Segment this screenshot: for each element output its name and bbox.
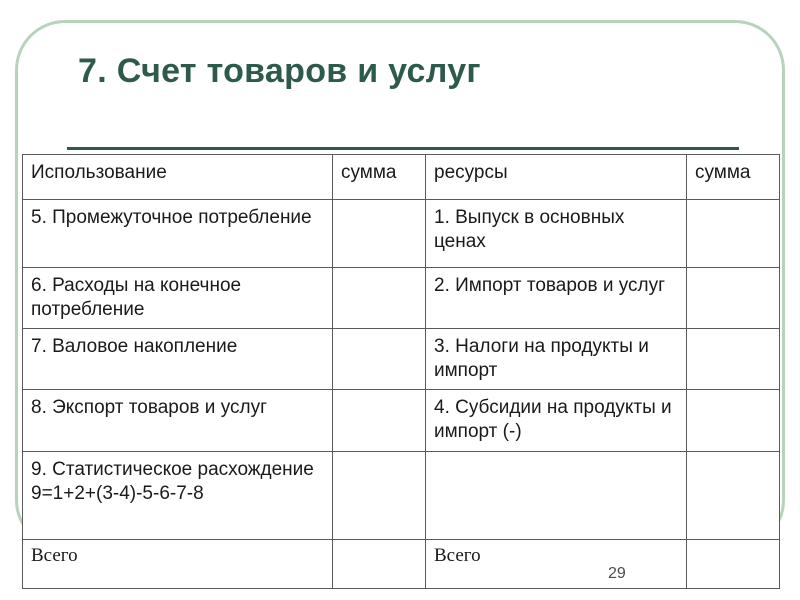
use-cell: 6. Расходы на конечное потребление — [23, 268, 333, 329]
use-sum-cell — [333, 452, 426, 540]
use-sum-cell — [333, 540, 426, 589]
resource-cell: 1. Выпуск в основных ценах — [426, 200, 687, 268]
table-row — [23, 452, 780, 540]
use-sum-cell — [333, 200, 426, 268]
use-sum-cell — [333, 329, 426, 390]
use-sum-cell — [333, 390, 426, 452]
title-divider — [67, 147, 739, 150]
resource-cell: 2. Импорт товаров и услуг — [426, 268, 687, 329]
header-use-sum: сумма — [333, 155, 426, 200]
header-resources: ресурсы — [426, 155, 687, 200]
header-resources-sum: сумма — [687, 155, 780, 200]
resource-cell: 3. Налоги на продукты и импорт — [426, 329, 687, 390]
use-cell: 7. Валовое накопление — [23, 329, 333, 390]
resource-sum-cell — [687, 329, 780, 390]
table-row — [23, 200, 780, 268]
use-sum-cell — [333, 268, 426, 329]
use-cell: 5. Промежуточное потребление — [23, 200, 333, 268]
resource-total-cell: Всего — [426, 540, 687, 589]
resource-cell: 4. Субсидии на продукты и импорт (-) — [426, 390, 687, 452]
goods-services-table — [22, 154, 780, 589]
use-total-cell: Всего — [23, 540, 333, 589]
table-total-row — [23, 540, 780, 589]
table-row — [23, 390, 780, 452]
resource-cell — [426, 452, 687, 540]
resource-sum-cell — [687, 540, 780, 589]
table-row — [23, 268, 780, 329]
slide-title: 7. Счет товаров и услуг — [78, 52, 481, 90]
resource-sum-cell — [687, 390, 780, 452]
table-header-row — [23, 155, 780, 200]
header-use: Использование — [23, 155, 333, 200]
table-row — [23, 329, 780, 390]
page-number: 29 — [608, 565, 626, 582]
resource-sum-cell — [687, 268, 780, 329]
use-cell: 9. Статистическое расхождение 9=1+2+(3-4)-5-6-7-8 — [23, 452, 333, 540]
resource-sum-cell — [687, 452, 780, 540]
resource-sum-cell — [687, 200, 780, 268]
use-cell: 8. Экспорт товаров и услуг — [23, 390, 333, 452]
